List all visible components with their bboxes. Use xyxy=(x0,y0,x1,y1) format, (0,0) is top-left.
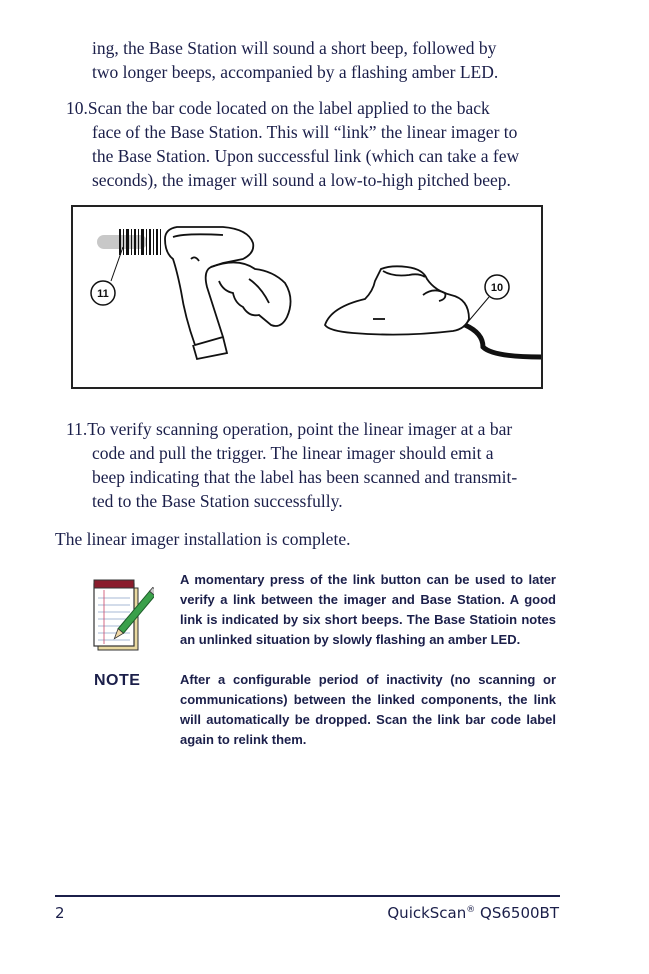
note-paragraph-link-button: A momentary press of the link button can be used to later verify a link between the imager and Base Station. A good link is indicated by six short beeps. The Base Statioin notes an unlinked situation by slowly flashing an amber LED. xyxy=(180,572,556,647)
step-11-paragraph xyxy=(66,417,572,513)
callout-11-label: 11 xyxy=(97,288,109,300)
product-name: QuickScan xyxy=(387,904,467,922)
footer-product-title xyxy=(387,904,559,922)
note-paragraph-inactivity: After a configurable period of inactivity (no scanning or communications) between the linked components, the link will automatically be dropped. Scan the link bar code label again to relink them. xyxy=(180,672,556,747)
link-illustration xyxy=(71,205,543,389)
step-10-first-line xyxy=(66,96,572,120)
step-11-first-line xyxy=(66,417,572,441)
callout-11 xyxy=(91,247,123,305)
step-line: ted to the Base Station successfully. xyxy=(92,491,343,511)
step-10-paragraph xyxy=(66,96,572,192)
step-number: 11. xyxy=(66,419,88,439)
notepad-pencil-icon xyxy=(84,576,154,656)
step-number: 10. xyxy=(66,98,88,118)
callout-10-label: 10 xyxy=(490,282,504,294)
step-line: seconds), the imager will sound a low-to-high pitched beep. xyxy=(92,170,511,190)
step-line: To verify scanning operation, point the linear imager at a bar xyxy=(87,419,513,439)
continuation-line: two longer beeps, accompanied by a flashing amber LED. xyxy=(92,62,499,82)
callout-10 xyxy=(467,275,509,323)
footer-divider xyxy=(55,895,560,897)
base-station-icon xyxy=(325,266,469,334)
continuation-paragraph xyxy=(92,36,572,84)
barcode-icon xyxy=(97,229,161,255)
step-line: face of the Base Station. This will “link” the linear imager to xyxy=(92,122,518,142)
page-number: 2 xyxy=(55,904,65,922)
step-line: code and pull the trigger. The linear imager should emit a xyxy=(92,443,494,463)
step-line: Scan the bar code located on the label applied to the back xyxy=(87,98,490,118)
imager-and-base-station-drawing xyxy=(73,207,541,387)
linear-imager-icon xyxy=(165,227,291,359)
step-line: beep indicating that the label has been scanned and transmit- xyxy=(92,467,518,487)
note-block xyxy=(84,568,564,758)
completion-statement: The linear imager installation is complete. xyxy=(55,529,351,549)
cable xyxy=(465,325,541,357)
step-line: the Base Station. Upon successful link (which can take a few xyxy=(92,146,520,166)
product-model: QS6500BT xyxy=(475,904,559,922)
continuation-line: ing, the Base Station will sound a short beep, followed by xyxy=(92,38,497,58)
note-label: NOTE xyxy=(94,672,141,689)
registered-mark: ® xyxy=(466,905,476,915)
